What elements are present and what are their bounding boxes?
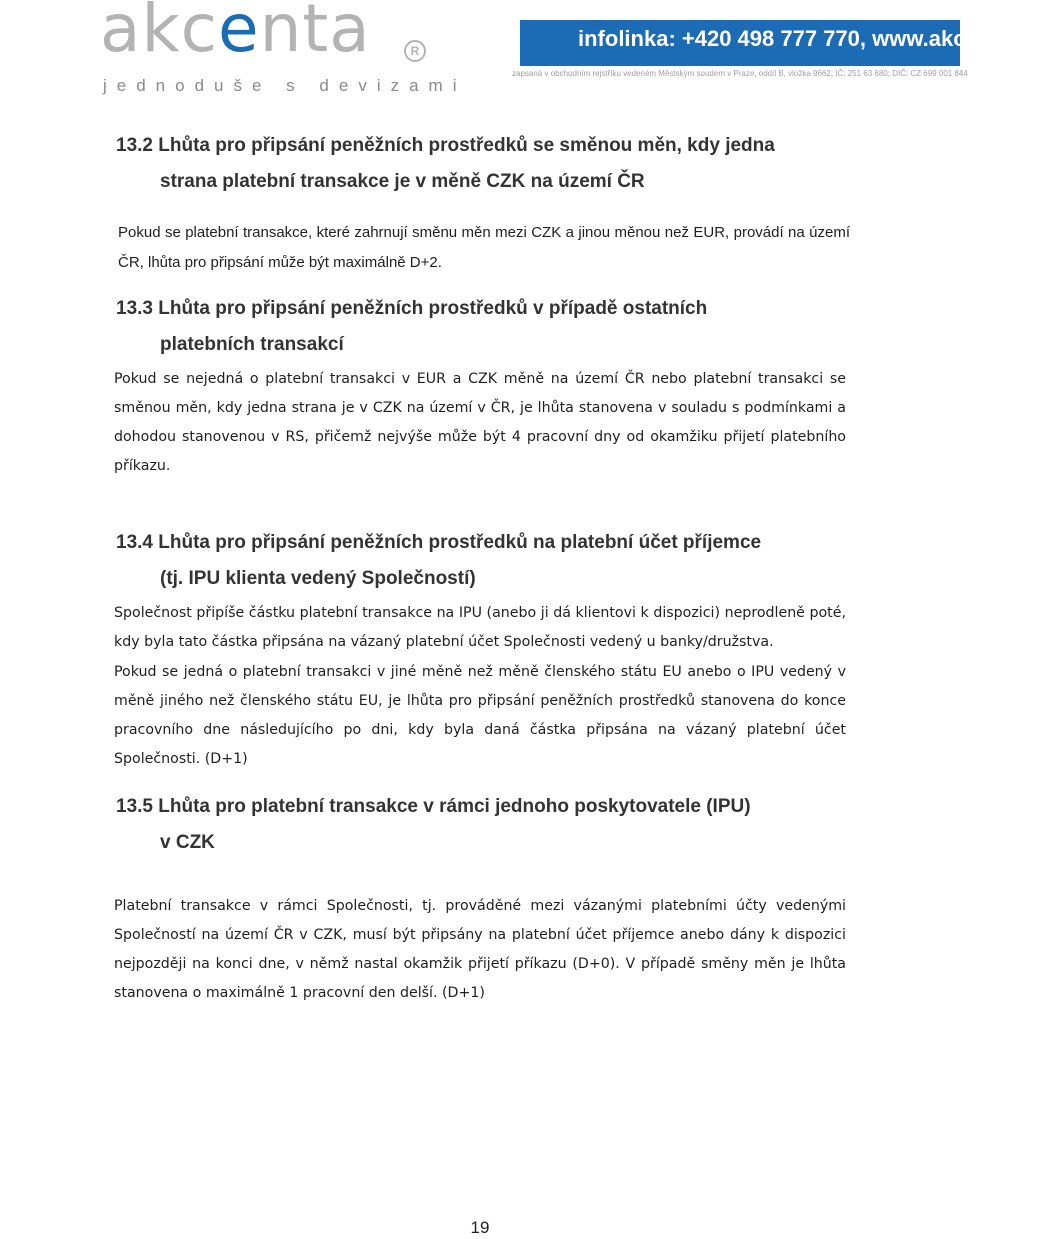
section-heading-13-3 — [116, 291, 846, 363]
letterhead — [0, 0, 1042, 100]
section-paragraph: Pokud se nejedná o platební transakci v EUR a CZK měně na území ČR nebo platební transakci se směnou měn, kdy jedna strana je v CZK na území v ČR, je lhůta stanovena v souladu s podmínkami a dohodou stanovenou v RS, přičemž nejvýše může být 4 pracovní dny od okamžiku přijetí platebního příkazu. — [114, 371, 846, 474]
heading-line: platebních transakcí — [160, 334, 344, 355]
registered-mark: R — [404, 40, 426, 62]
heading-line: 13.2 Lhůta pro připsání peněžních prostředků se směnou měn, kdy jedna — [116, 135, 775, 156]
section-paragraph: Pokud se platební transakce, které zahrnují směnu měn mezi CZK a jinou měnou než EUR, provádí na území ČR, lhůta pro připsání může být maximálně D+2. — [118, 224, 850, 271]
section-paragraph: Pokud se jedná o platební transakci v jiné měně než měně členského státu EU anebo o IPU vedený v měně jiného než členského státu EU, je lhůta pro připsání peněžních prostředků stanovena do konce pracovního dne následujícího po dni, kdy byla daná částka připsána na vázaný platební účet Společnosti. (D+1) — [114, 664, 846, 767]
registry-info: zapsaná v obchodním rejstříku vedeném Městským soudem v Praze, oddíl B, vložka 9662; IČ: 251 63 680; DIČ: CZ 699 001 844 — [512, 69, 968, 78]
heading-line: 13.5 Lhůta pro platební transakce v rámci jednoho poskytovatele (IPU) — [116, 796, 751, 817]
heading-line: v CZK — [160, 832, 215, 853]
heading-line: strana platební transakce je v měně CZK na území ČR — [160, 171, 645, 192]
company-logo: akcenta — [100, 0, 371, 67]
section-heading-13-4 — [116, 525, 846, 597]
heading-line: 13.4 Lhůta pro připsání peněžních prostředků na platební účet příjemce — [116, 532, 762, 553]
section-heading-13-5 — [116, 789, 846, 861]
heading-line: 13.3 Lhůta pro připsání peněžních prostředků v případě ostatních — [116, 298, 708, 319]
section-heading-13-2 — [116, 128, 846, 200]
page-number: 19 — [470, 1218, 490, 1237]
section-paragraph: Společnost připíše částku platební transakce na IPU (anebo ji dá klientovi k dispozici) neprodleně poté, kdy byla tato částka připsána na vázaný platební účet Společnosti vedený u banky/družstva. — [114, 605, 846, 650]
heading-line: (tj. IPU klienta vedený Společností) — [160, 568, 476, 589]
hotline-text: infolinka: +420 498 777 770, www.akcenta.eu — [578, 26, 1042, 51]
section-paragraph: Platební transakce v rámci Společnosti, tj. prováděné mezi vázanými platebními účty vedenými Společností na území ČR v CZK, musí být připsány na platební účet příjemce anebo dány k dispozici nejpozději na konci dne, v němž nastal okamžik přijetí příkazu (D+0). V případě směny měn je lhůta stanovena o maximálně 1 pracovní den delší. (D+1) — [114, 898, 846, 1001]
logo-tagline: jednoduše s devizami — [103, 76, 467, 95]
